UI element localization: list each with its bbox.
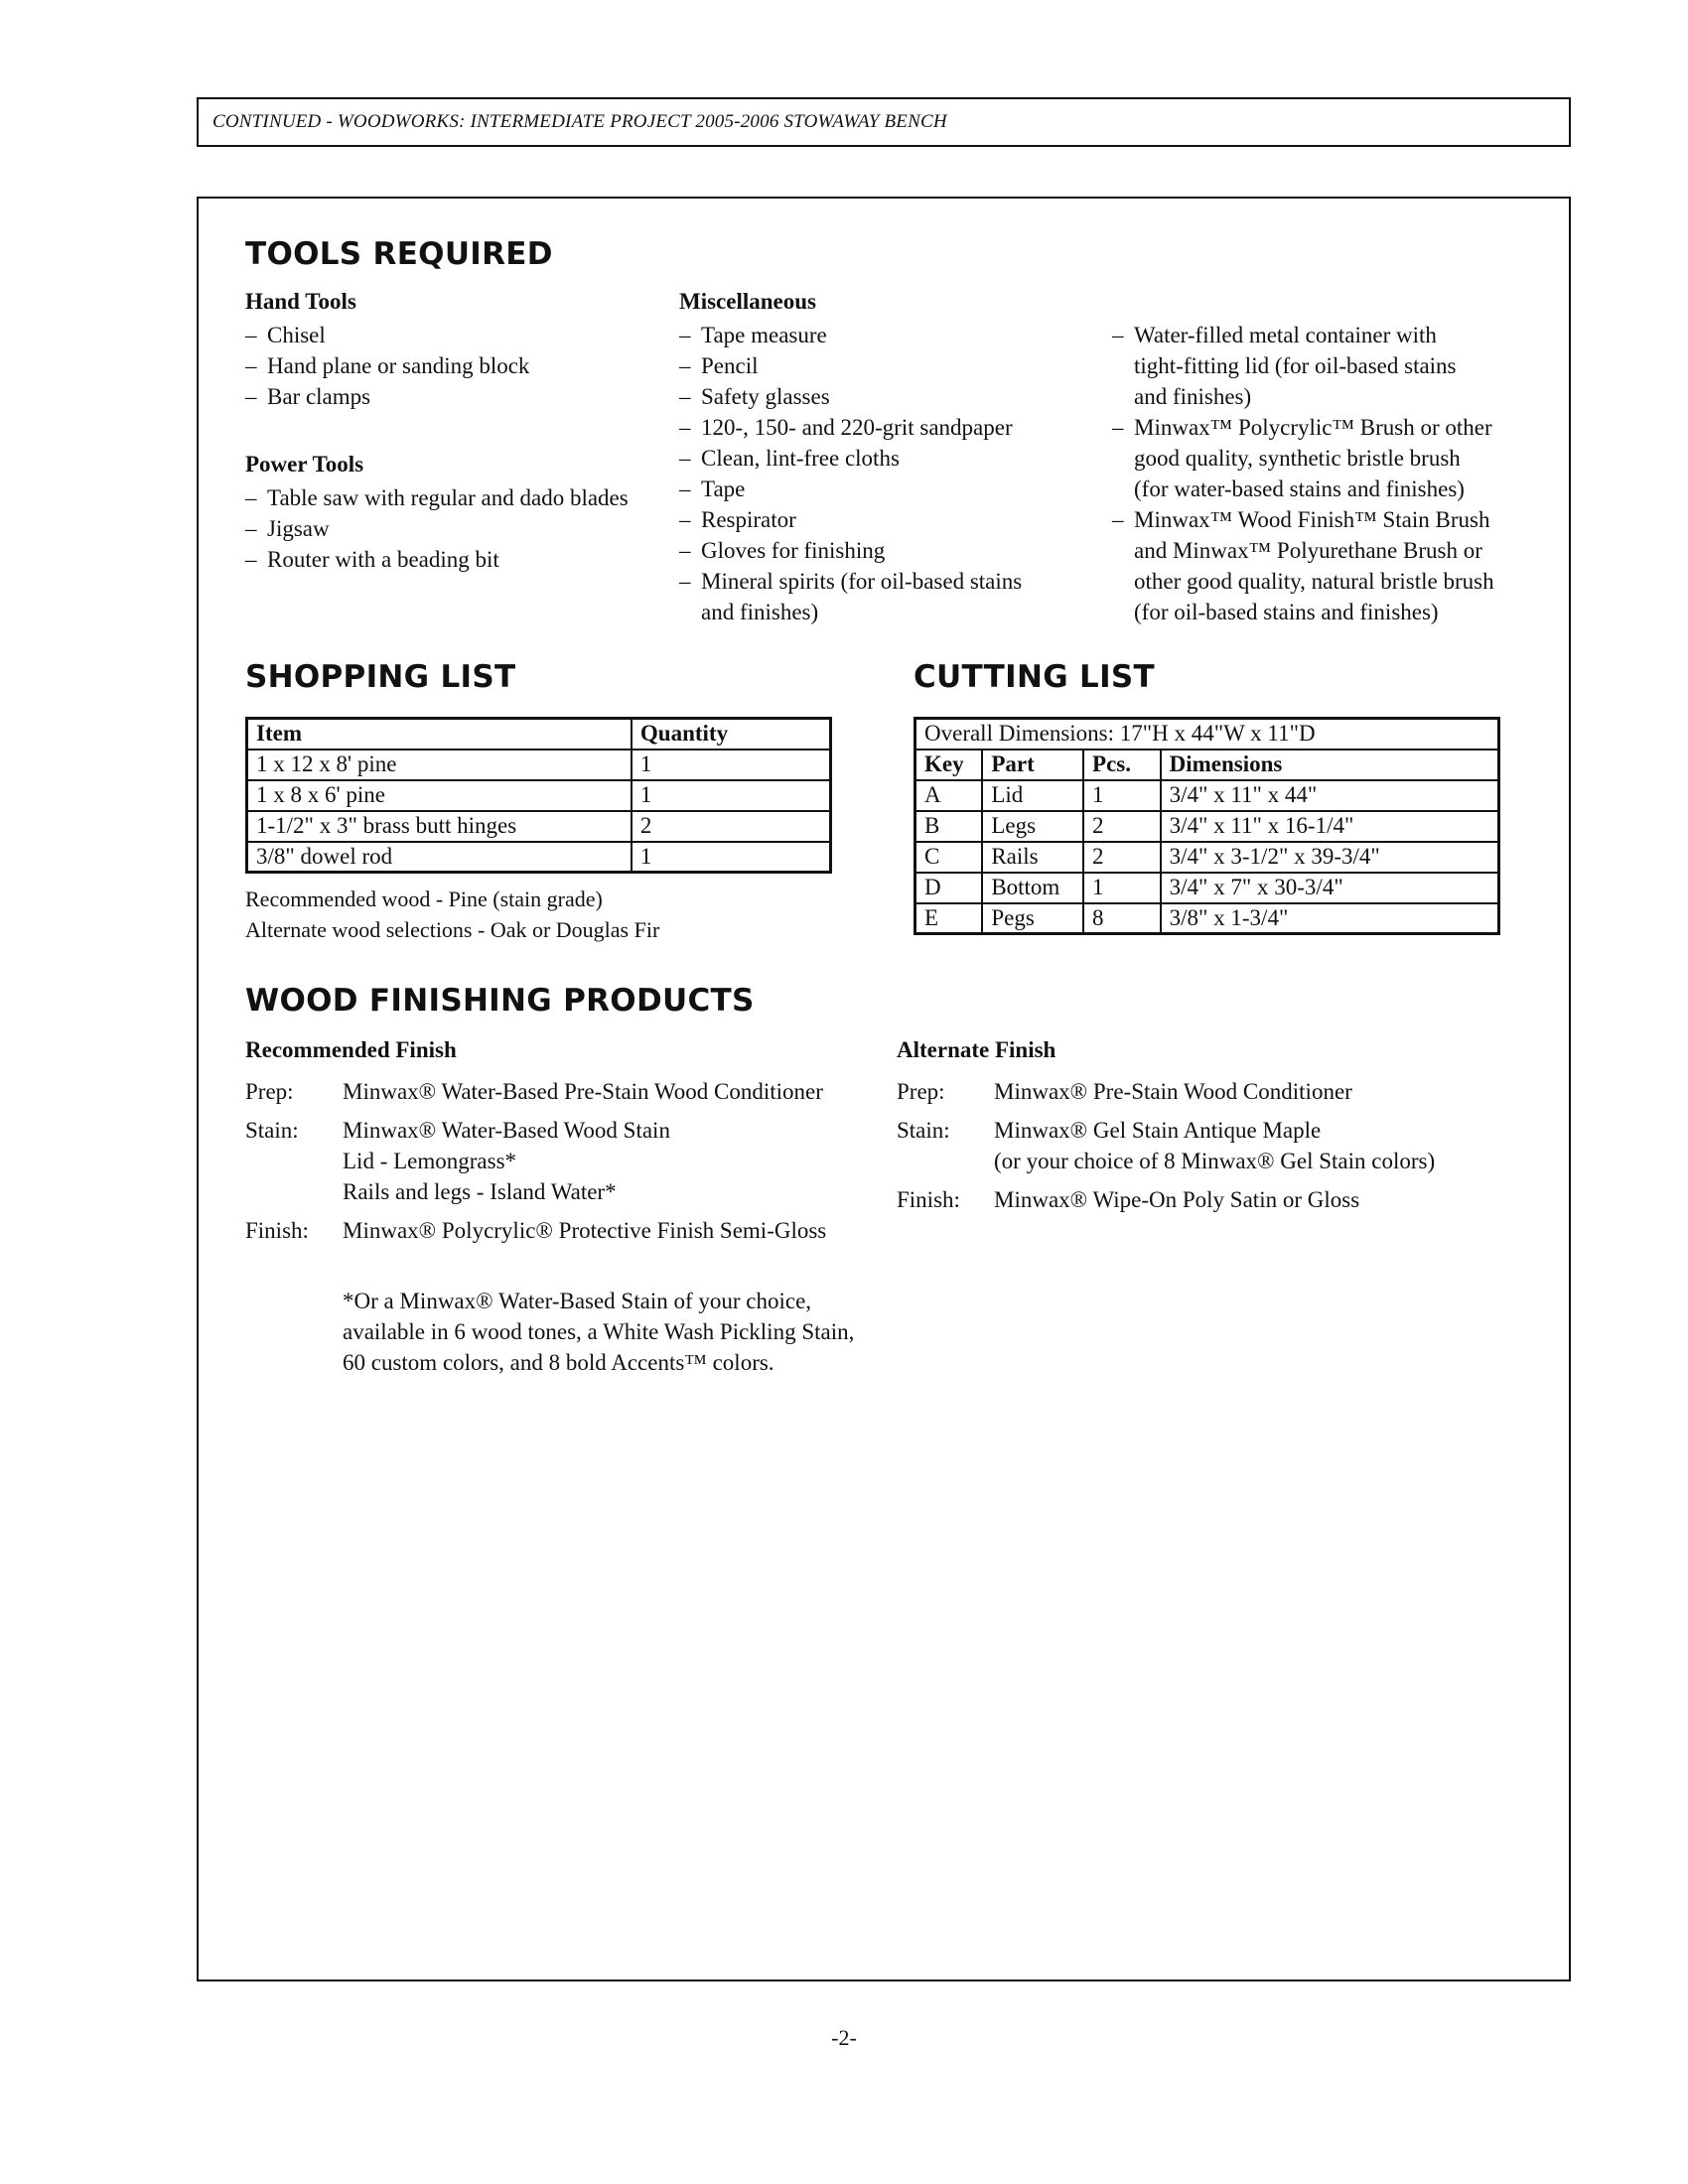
list-item: – Gloves for finishing <box>679 535 1022 566</box>
table-caption-row <box>915 719 1499 750</box>
table-cell: E <box>915 903 983 934</box>
stain-lid: Lid - Lemongrass* <box>343 1149 517 1173</box>
finish-label: Finish: <box>897 1187 960 1212</box>
table-cell: 1 <box>632 750 831 780</box>
table-row <box>915 903 1499 934</box>
stain-choice: (or your choice of 8 Minwax® Gel Stain colors) <box>994 1149 1436 1173</box>
list-item: – Safety glasses <box>679 381 1022 412</box>
page-number: -2- <box>831 2025 857 2050</box>
table-cell: 1 x 8 x 6' pine <box>247 780 632 811</box>
list-item: – Minwax™ Polycrylic™ Brush or other <box>1112 412 1494 443</box>
tools-required-title: TOOLS REQUIRED <box>245 236 553 272</box>
table-cell: 2 <box>1083 842 1161 873</box>
table-row <box>247 780 831 811</box>
miscellaneous-list <box>679 320 1022 627</box>
table-cell: 1-1/2" x 3" brass butt hinges <box>247 811 632 842</box>
miscellaneous-list-2 <box>1112 320 1494 627</box>
list-item-continued: other good quality, natural bristle brush <box>1134 569 1494 594</box>
column-header: Key <box>915 750 983 780</box>
table-cell: Pegs <box>982 903 1083 934</box>
table-cell: 3/8" x 1-3/4" <box>1161 903 1499 934</box>
prep-value: Minwax® Pre-Stain Wood Conditioner <box>994 1079 1352 1104</box>
list-item-continued: (for oil-based stains and finishes) <box>1134 600 1439 624</box>
list-item: – Respirator <box>679 504 1022 535</box>
alternate-finish-heading: Alternate Finish <box>897 1037 1056 1062</box>
table-row <box>915 842 1499 873</box>
shopping-list-table <box>245 717 832 874</box>
stain-footnote-line-1: *Or a Minwax® Water-Based Stain of your choice, <box>343 1289 812 1313</box>
recommended-prep-row <box>245 1076 841 1107</box>
stain-value: Minwax® Water-Based Wood Stain <box>343 1118 670 1143</box>
list-item-continued: and finishes) <box>1134 384 1252 409</box>
table-cell: 3/4" x 7" x 30-3/4" <box>1161 873 1499 903</box>
list-item-continued: (for water-based stains and finishes) <box>1134 477 1465 501</box>
stain-label: Stain: <box>245 1118 299 1143</box>
column-header: Part <box>982 750 1083 780</box>
table-row <box>915 811 1499 842</box>
list-item: – Chisel <box>245 320 529 350</box>
table-cell: D <box>915 873 983 903</box>
table-header-row <box>915 750 1499 780</box>
power-tools-heading: Power Tools <box>245 452 364 477</box>
table-cell: 2 <box>632 811 831 842</box>
table-cell: 2 <box>1083 811 1161 842</box>
table-header-row <box>247 719 831 750</box>
recommended-wood-note: Recommended wood - Pine (stain grade) <box>245 887 603 911</box>
table-cell: 1 <box>632 842 831 873</box>
list-item: – Table saw with regular and dado blades <box>245 482 629 513</box>
list-item: – Minwax™ Wood Finish™ Stain Brush <box>1112 504 1494 535</box>
prep-label: Prep: <box>897 1079 945 1104</box>
cutting-list-table <box>914 717 1500 935</box>
table-cell: 3/4" x 11" x 16-1/4" <box>1161 811 1499 842</box>
table-row <box>247 811 831 842</box>
list-item: – Hand plane or sanding block <box>245 350 529 381</box>
alternate-finish-row <box>897 1184 1492 1215</box>
prep-value: Minwax® Water-Based Pre-Stain Wood Conditioner <box>343 1079 823 1104</box>
list-item: – Water-filled metal container with <box>1112 320 1494 350</box>
list-item: – Clean, lint-free cloths <box>679 443 1022 474</box>
recommended-finish-row <box>245 1215 841 1246</box>
column-header: Quantity <box>632 719 831 750</box>
table-cell: 8 <box>1083 903 1161 934</box>
table-cell: C <box>915 842 983 873</box>
list-item-continued: and finishes) <box>701 600 819 624</box>
list-item-continued: and Minwax™ Polyurethane Brush or <box>1134 538 1482 563</box>
table-cell: B <box>915 811 983 842</box>
table-cell: Legs <box>982 811 1083 842</box>
stain-rails-legs: Rails and legs - Island Water* <box>343 1179 617 1204</box>
list-item: – Mineral spirits (for oil-based stains <box>679 566 1022 597</box>
recommended-finish-heading: Recommended Finish <box>245 1037 457 1062</box>
list-item: – Router with a beading bit <box>245 544 629 575</box>
stain-footnote-line-3: 60 custom colors, and 8 bold Accents™ colors. <box>343 1350 774 1375</box>
table-cell: A <box>915 780 983 811</box>
table-row <box>915 780 1499 811</box>
hand-tools-list <box>245 320 529 412</box>
table-cell: Bottom <box>982 873 1083 903</box>
table-row <box>247 842 831 873</box>
running-header <box>197 97 1571 147</box>
table-cell: 1 x 12 x 8' pine <box>247 750 632 780</box>
table-cell: 3/8" dowel rod <box>247 842 632 873</box>
table-row <box>915 873 1499 903</box>
table-cell: Lid <box>982 780 1083 811</box>
table-cell: 3/4" x 11" x 44" <box>1161 780 1499 811</box>
stain-label: Stain: <box>897 1118 950 1143</box>
column-header: Dimensions <box>1161 750 1499 780</box>
cutting-list-title: CUTTING LIST <box>914 659 1156 695</box>
list-item-continued: tight-fitting lid (for oil-based stains <box>1134 353 1457 378</box>
list-item: – 120-, 150- and 220-grit sandpaper <box>679 412 1022 443</box>
table-cell: 1 <box>1083 780 1161 811</box>
table-cell: 1 <box>632 780 831 811</box>
list-item-continued: good quality, synthetic bristle brush <box>1134 446 1461 471</box>
column-header: Pcs. <box>1083 750 1161 780</box>
finish-value: Minwax® Wipe-On Poly Satin or Gloss <box>994 1187 1360 1212</box>
list-item: – Tape measure <box>679 320 1022 350</box>
shopping-list-title: SHOPPING LIST <box>245 659 516 695</box>
hand-tools-heading: Hand Tools <box>245 289 356 314</box>
list-item: – Tape <box>679 474 1022 504</box>
wood-finishing-title: WOOD FINISHING PRODUCTS <box>245 983 755 1019</box>
list-item: – Bar clamps <box>245 381 529 412</box>
power-tools-list <box>245 482 629 575</box>
alternate-prep-row <box>897 1076 1492 1107</box>
alternate-wood-note: Alternate wood selections - Oak or Douglas Fir <box>245 917 660 942</box>
column-header: Item <box>247 719 632 750</box>
alternate-stain-row <box>897 1115 1492 1176</box>
stain-value: Minwax® Gel Stain Antique Maple <box>994 1118 1322 1143</box>
running-header-text: CONTINUED - WOODWORKS: INTERMEDIATE PROJECT 2005-2006 STOWAWAY BENCH <box>212 111 947 132</box>
list-item: – Pencil <box>679 350 1022 381</box>
prep-label: Prep: <box>245 1079 294 1104</box>
miscellaneous-heading: Miscellaneous <box>679 289 816 314</box>
recommended-stain-row <box>245 1115 841 1207</box>
finish-value: Minwax® Polycrylic® Protective Finish Semi-Gloss <box>343 1218 827 1243</box>
stain-footnote-line-2: available in 6 wood tones, a White Wash Pickling Stain, <box>343 1319 855 1344</box>
list-item: – Jigsaw <box>245 513 629 544</box>
table-cell: Rails <box>982 842 1083 873</box>
table-row <box>247 750 831 780</box>
table-cell: 1 <box>1083 873 1161 903</box>
overall-dimensions: Overall Dimensions: 17"H x 44"W x 11"D <box>915 719 1499 750</box>
table-cell: 3/4" x 3-1/2" x 39-3/4" <box>1161 842 1499 873</box>
finish-label: Finish: <box>245 1218 309 1243</box>
